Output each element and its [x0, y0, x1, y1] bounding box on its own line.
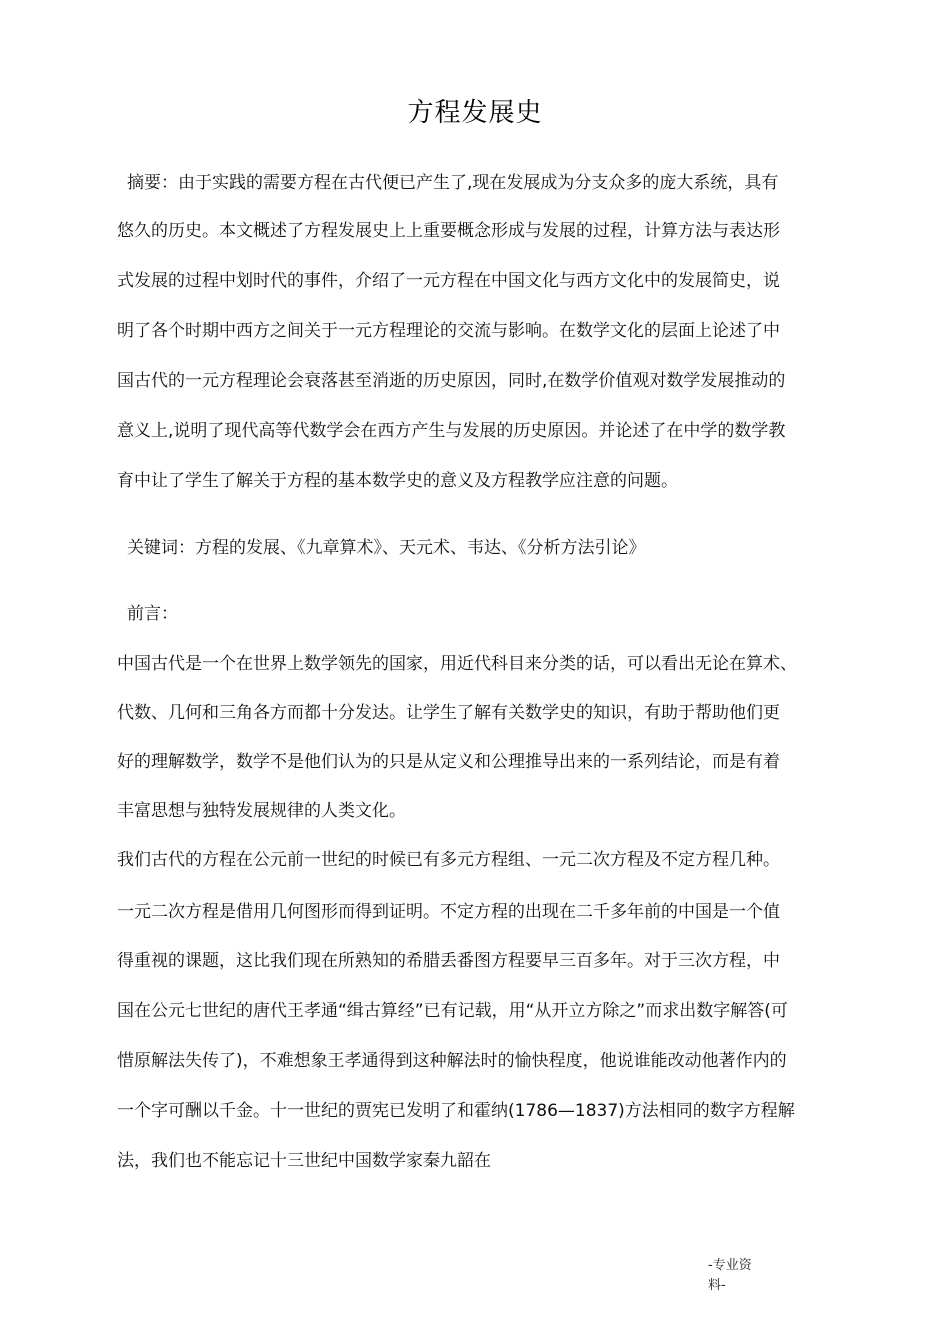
- abstract-line: 悠久的历史。本文概述了方程发展史上上重要概念形成与发展的过程，计算方法与表达形: [117, 221, 780, 241]
- body-line: 得重视的课题，这比我们现在所熟知的希腊丢番图方程要早三百多年。对于三次方程，中: [117, 951, 780, 971]
- page-title: 方程发展史: [407, 98, 543, 128]
- abstract-line: 国古代的一元方程理论会衰落甚至消逝的历史原因，同时,在数学价值观对数学发展推动的: [117, 371, 786, 391]
- preface-heading: 前言：: [127, 604, 178, 624]
- preface-line: 好的理解数学，数学不是他们认为的只是从定义和公理推导出来的一系列结论，而是有着: [117, 752, 780, 772]
- preface-line: 中国古代是一个在世界上数学领先的国家，用近代科目来分类的话，可以看出无论在算术、: [117, 654, 797, 674]
- footer-line: 料-: [708, 1278, 726, 1293]
- abstract-line: 式发展的过程中划时代的事件，介绍了一元方程在中国文化与西方文化中的发展简史，说: [117, 271, 780, 291]
- abstract-line: 明了各个时期中西方之间关于一元方程理论的交流与影响。在数学文化的层面上论述了中: [117, 321, 780, 341]
- body-line: 国在公元七世纪的唐代王孝通“缉古算经”已有记载，用“从开立方除之”而求出数字解答(可: [117, 1001, 788, 1021]
- abstract-line: 摘要：由于实践的需要方程在古代便已产生了,现在发展成为分支众多的庞大系统，具有: [127, 173, 779, 193]
- abstract-line: 意义上,说明了现代高等代数学会在西方产生与发展的历史原因。并论述了在中学的数学教: [117, 421, 786, 441]
- body-line: 我们古代的方程在公元前一世纪的时候已有多元方程组、一元二次方程及不定方程几种。: [117, 850, 780, 870]
- keywords-line: 关键词：方程的发展、《九章算术》、天元术、韦达、《分析方法引论》: [127, 538, 646, 558]
- preface-line: 丰富思想与独特发展规律的人类文化。: [117, 801, 406, 821]
- body-line: 一元二次方程是借用几何图形而得到证明。不定方程的出现在二千多年前的中国是一个值: [117, 902, 780, 922]
- footer-line: -专业资: [708, 1258, 752, 1273]
- body-line: 惜原解法失传了)，不难想象王孝通得到这种解法时的愉快程度，他说谁能改动他著作内的: [117, 1051, 787, 1071]
- body-line: 一个字可酬以千金。十一世纪的贾宪已发明了和霍纳(1786—1837)方法相同的数字方程解: [117, 1101, 795, 1121]
- preface-line: 代数、几何和三角各方而都十分发达。让学生了解有关数学史的知识，有助于帮助他们更: [117, 703, 780, 723]
- body-line: 法，我们也不能忘记十三世纪中国数学家秦九韶在: [117, 1151, 491, 1171]
- abstract-line: 育中让了学生了解关于方程的基本数学史的意义及方程教学应注意的问题。: [117, 471, 678, 491]
